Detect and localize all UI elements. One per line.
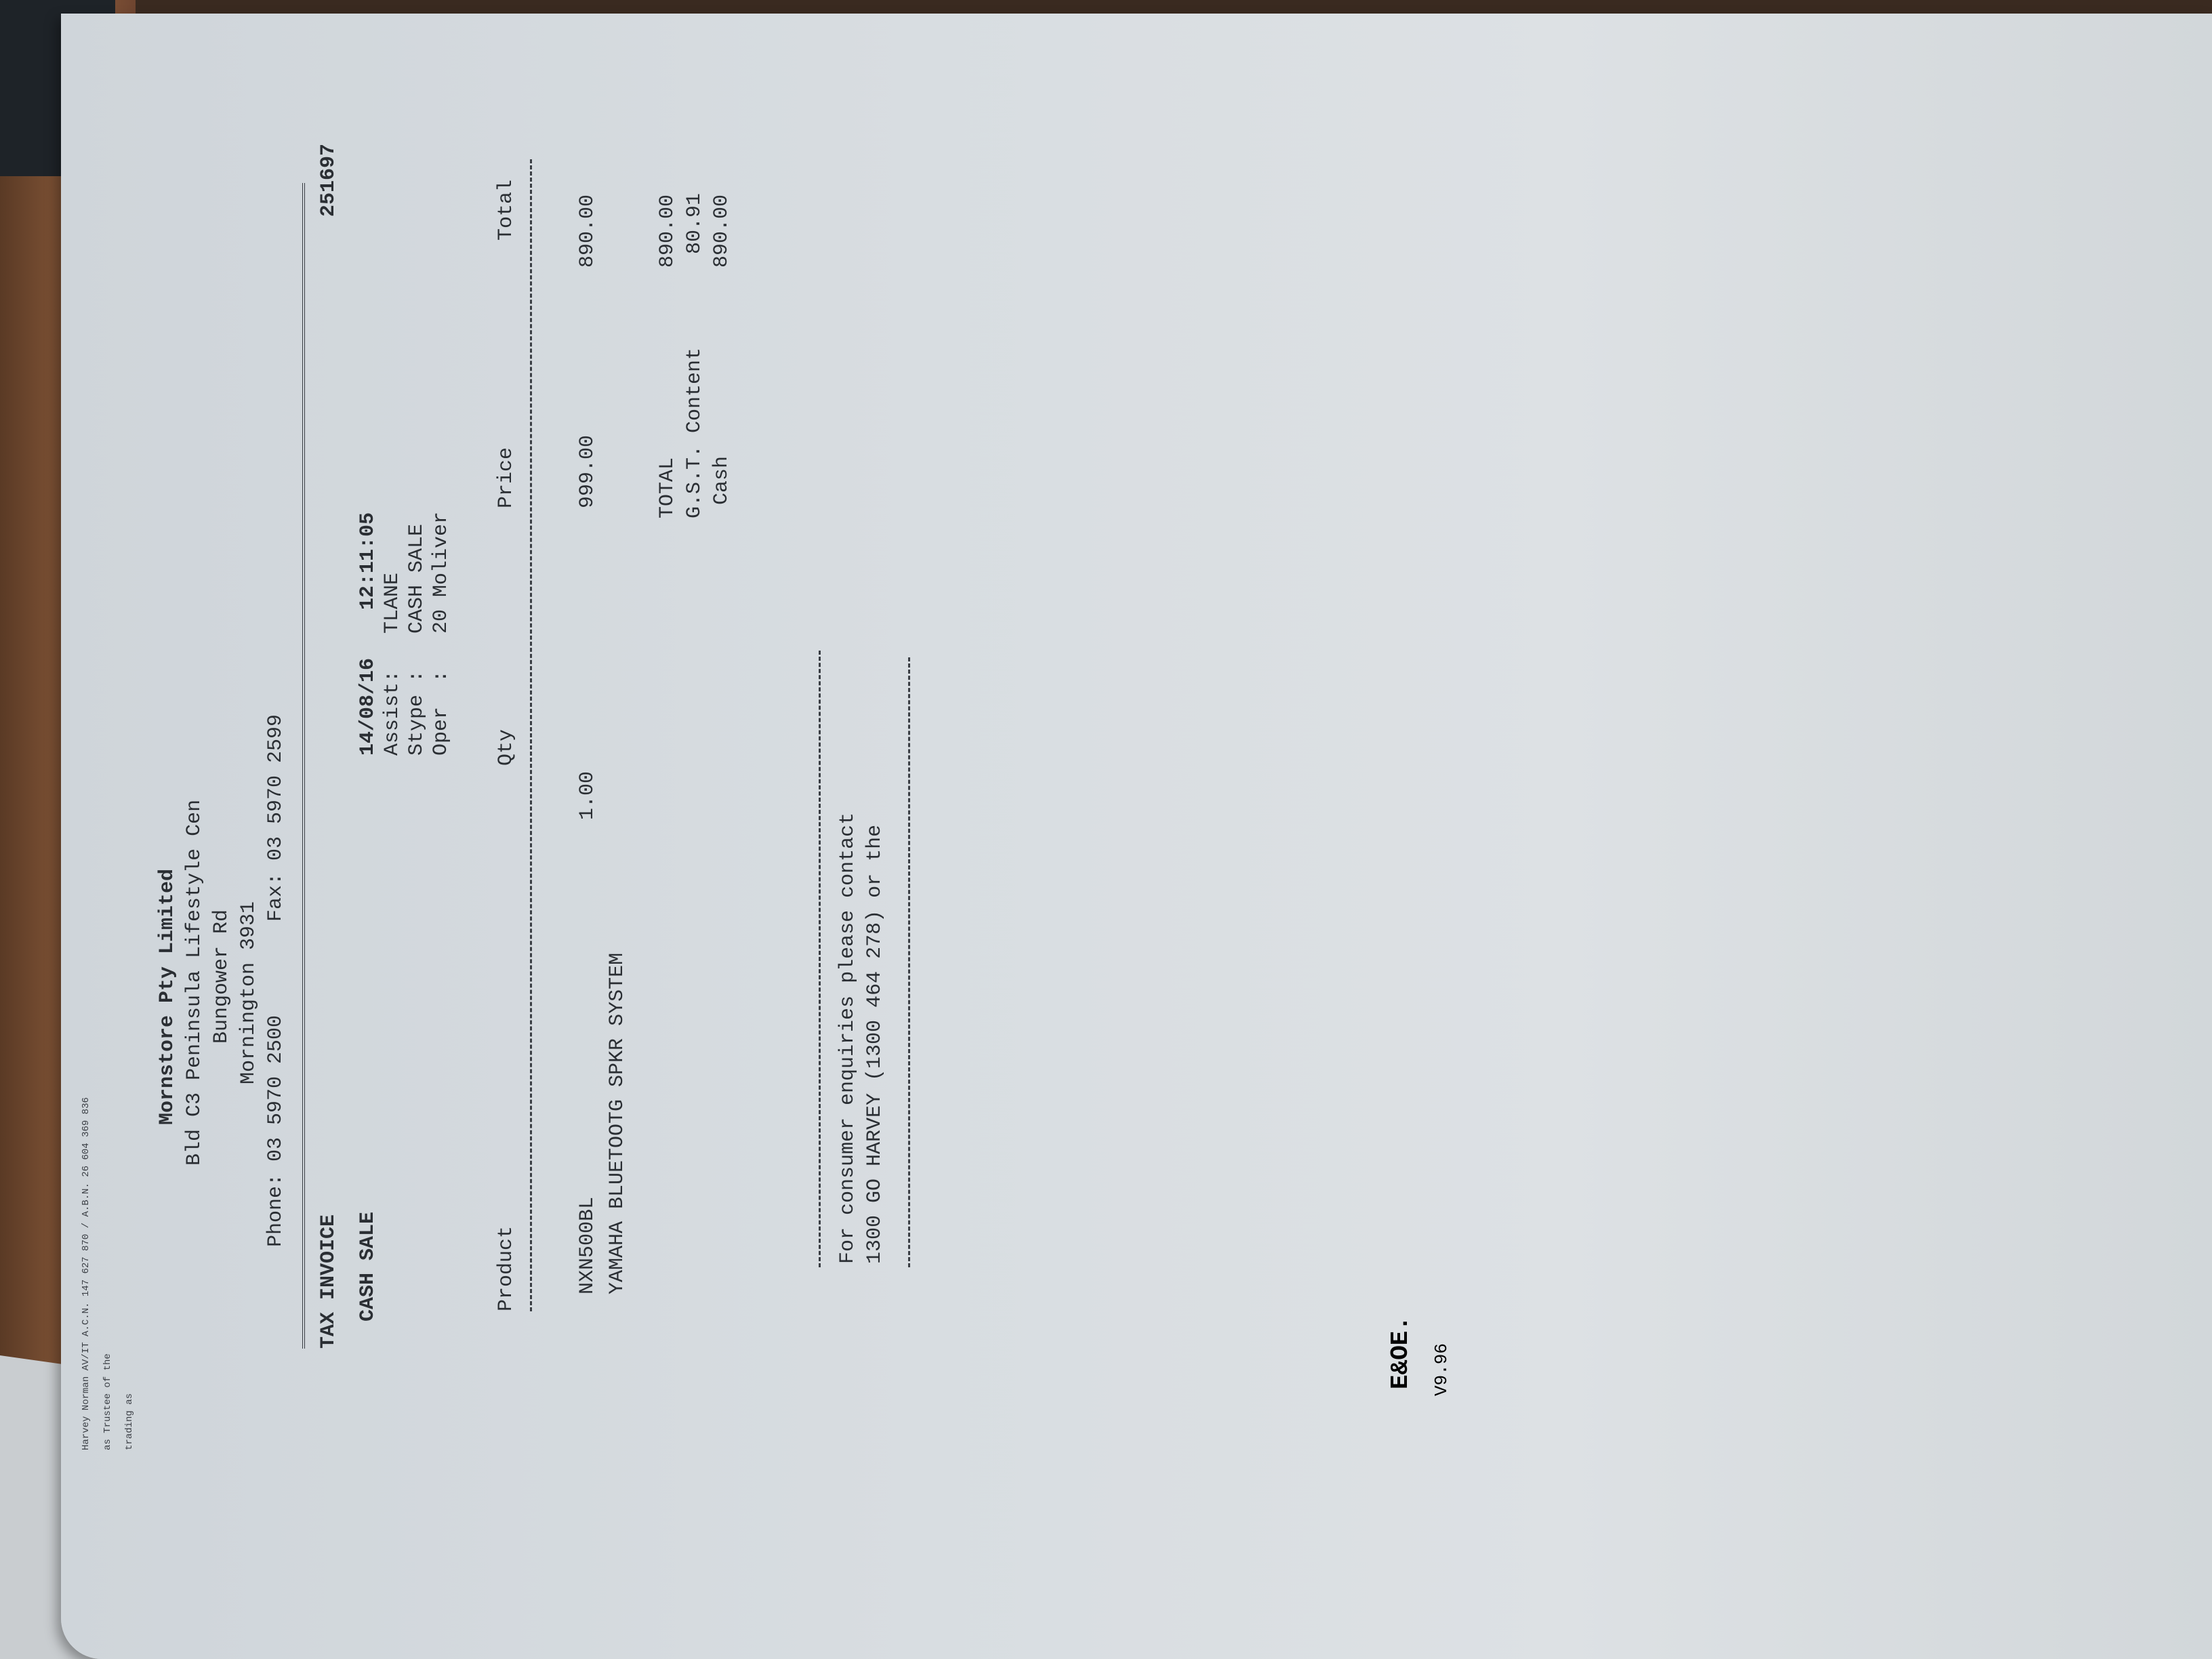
address-line-1: Bld C3 Peninsula Lifestyle Cen [183,799,206,1166]
invoice-time: 12:11:05 [356,512,380,610]
enquiry-bottom-separator [908,657,910,1267]
fax-number: Fax: 03 5970 2599 [264,714,287,922]
product-code: NXN500BL [576,1196,599,1294]
column-header-price: Price [495,447,518,508]
oper-label: Oper : [430,670,453,756]
column-header-product: Product [495,1225,518,1311]
gst-label: G.S.T. Content [683,347,706,518]
double-separator [302,183,305,1349]
legal-line-3: trading as [124,1393,135,1450]
company-name: Mornstore Pty Limited [156,868,179,1125]
tax-invoice-receipt [81,54,886,1450]
cash-value: 890.00 [710,194,733,268]
invoice-date: 14/08/16 [356,657,380,756]
legal-line-1: Harvey Norman AV/IT A.C.N. 147 627 870 / A.B.N. 26 604 369 836 [81,1097,91,1450]
legal-line-2: as Trustee of the [102,1353,113,1450]
sale-type-heading: CASH SALE [356,1211,380,1322]
assist-value: TLANE [381,572,404,634]
product-price: 999.00 [576,434,599,508]
product-qty: 1.00 [576,771,599,820]
address-line-2: Bungower Rd [210,909,233,1044]
column-header-total: Total [495,179,518,241]
product-total: 890.00 [576,194,599,268]
enquiry-top-separator [819,651,821,1267]
phone-number: Phone: 03 5970 2500 [264,1015,287,1247]
stype-value: CASH SALE [405,523,428,634]
product-description: YAMAHA BLUETOOTG SPKR SYSTEM [606,952,629,1294]
gst-value: 80.91 [683,192,706,254]
assist-label: Assist: [381,670,404,756]
oper-value: 20 Moliver [430,511,453,634]
eoe-mark: E&OE. [1387,1315,1414,1389]
enquiry-line-2: 1300 GO HARVEY (1300 464 278) or the [863,824,886,1264]
total-label: TOTAL [656,457,679,518]
enquiry-line-1: For consumer enquiries please contact [836,812,859,1264]
column-header-qty: Qty [495,729,518,766]
invoice-number: 251697 [317,143,340,217]
cash-label: Cash [710,455,733,505]
header-dash-separator [530,159,532,1311]
invoice-title: TAX INVOICE [317,1214,340,1349]
version-number: V9.96 [1431,1343,1452,1396]
address-line-3: Mornington 3931 [237,901,260,1084]
total-value: 890.00 [656,194,679,268]
stype-label: Stype : [405,670,428,756]
